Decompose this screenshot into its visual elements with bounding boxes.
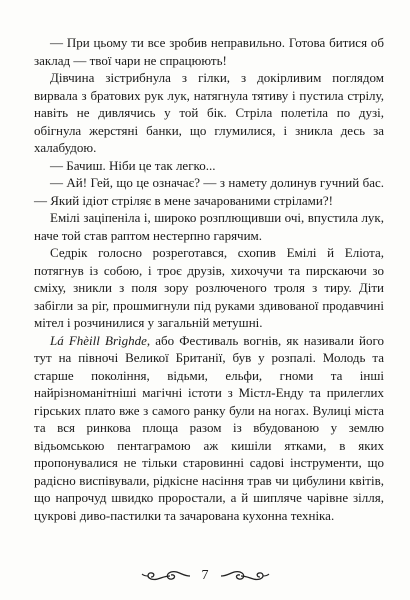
paragraph xyxy=(34,332,384,525)
paragraph: — При цьому ти все зробив неправильно. Готова битися об заклад — твої чари не спрацюють! xyxy=(34,35,384,68)
page-number: 7 xyxy=(201,568,209,583)
paragraph: — Ай! Гей, що це означає? — з намету долинув гучний бас. — Який ідіот стріляє в мене зачарованими стрілами?! xyxy=(34,175,384,208)
paragraph: — Бачиш. Ніби це так легко... xyxy=(50,157,216,173)
page-footer xyxy=(0,566,410,586)
paragraph: Дівчина зістрибнула з гілки, з докірливим поглядом вирвала з братових рук лук, натягнула тятиву і пустила стрілу, навіть не дивлячись у той бік. Стріла полетіла по дузі, обігнула жерстяні банки, що глумилися, і зникла десь за халабудою. xyxy=(34,70,384,155)
body-text xyxy=(34,34,384,524)
paragraph: Седрік голосно розреготався, схопив Емілі й Еліота, потягнув із собою, і троє друзів, хихочучи та пирскаючи зо сміху, зникли з поля зору розлюченого троля з тиру. Діти забігли за ріг, прошмигнули під руками здивованої продавчині мітел і розчинилися у загальній метушні. xyxy=(34,245,384,330)
festival-name-italic: Lá Fhèill Brìghde xyxy=(50,332,147,348)
right-flourish-icon xyxy=(219,568,271,584)
paragraph-text: , або Фестиваль вогнів, як називали його тут на півночі Великої Британії, був у розпалі. Молодь та старше покоління, відьми, ельфи, гноми та інші найрізноманітніші магічні істоти з Містл-Енду та прилеглих гірських плато вже з самого ранку були на ногах. Вулиці міста та вся ринкова площа разом із вбудованою у землю відьомською пентаграмою аж кишіли ятками, в яких пропонувалися не тільки старовинні садові інструменти, що радісно виспівували, рідкісне насіння трав чи цибулини квітів, що напрочуд швидко проростали, а й шипляче чарівне зілля, цукрові диво-пастилки та зачарована кухонна техніка. xyxy=(34,332,384,523)
paragraph: Емілі заціпеніла і, широко розплющивши очі, впустила лук, наче той став раптом нестерпно гарячим. xyxy=(34,210,384,243)
left-flourish-icon xyxy=(140,568,192,584)
